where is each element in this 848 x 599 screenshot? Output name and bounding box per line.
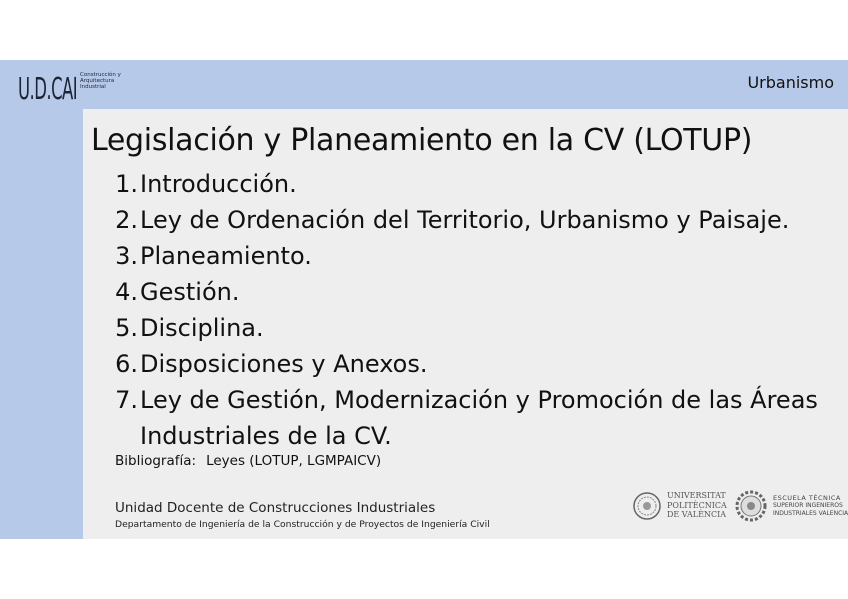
top-header-band [0,60,848,109]
upv-seal-icon [632,491,662,521]
topic-label: Urbanismo [747,73,834,92]
bibliography-label: Bibliografía: [115,453,197,469]
bibliography [115,453,381,469]
etsii-text: ESCUELA TÉCNICA SUPERIOR INGENIEROS INDUSTRIALES VALENCIA [773,494,848,517]
slide-title: Legislación y Planeamiento en la CV (LOTUP) [91,123,753,158]
left-sidebar-band [0,60,83,539]
etsii-logo [734,489,848,525]
etsii-gear-icon [734,489,768,523]
teaching-unit: Unidad Docente de Construcciones Industriales [115,500,436,516]
bibliography-value: Leyes (LOTUP, LGMPAICV) [206,453,382,469]
department: Departamento de Ingeniería de la Construcción y de Proyectos de Ingeniería Civil [115,519,490,530]
upv-text: UNIVERSITAT POLITÈCNICA DE VALÈNCIA [667,491,727,519]
udcai-logo [15,68,135,106]
logo-text: U.D.CAI [18,72,78,107]
logo-subtitle: Construcción y Arquitectura Industrial [80,72,121,90]
upv-logo [632,491,727,521]
